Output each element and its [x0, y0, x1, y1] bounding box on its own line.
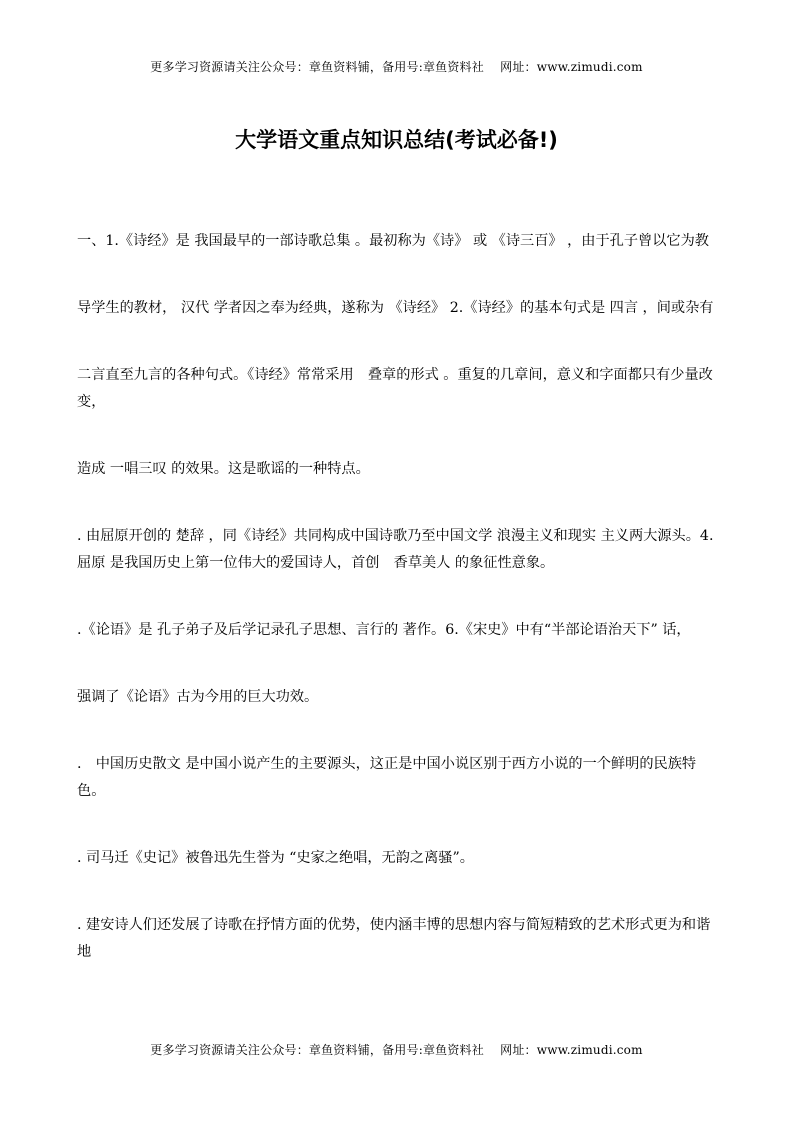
page-footer: 更多学习资源请关注公众号：章鱼资料铺，备用号:章鱼资料社 网址：www.zimudi.com — [150, 1043, 643, 1057]
paragraph-6: .《论语》是 孔子弟子及后学记录孔子思想、言行的 著作。6.《宋史》中有“半部论语治天下” 话， — [77, 622, 691, 638]
page-header: 更多学习资源请关注公众号：章鱼资料铺，备用号:章鱼资料社 网址：www.zimudi.com — [150, 60, 643, 74]
paragraph-2: 导学生的教材， 汉代 学者因之奉为经典，遂称为 《诗经》 2.《诗经》的基本句式是 四言 ，间或杂有 — [77, 300, 714, 316]
document-title: 大学语文重点知识总结(考试必备!) — [235, 128, 558, 152]
paragraph-4: 造成 一唱三叹 的效果。这是歌谣的一种特点。 — [77, 461, 370, 477]
paragraph-1: 一、1.《诗经》是 我国最早的一部诗歌总集 。最初称为《诗》 或 《诗三百》 ，由于孔子曾以它为教 — [77, 233, 709, 249]
paragraph-9: . 司马迁《史记》被鲁迅先生誉为 “史家之绝唱，无韵之离骚”。 — [77, 850, 474, 866]
paragraph-5: . 由屈原开创的 楚辞 ，同《诗经》共同构成中国诗歌乃至中国文学 浪漫主义和现实 主义两大源头。4. 屈原 是我国历史上第一位伟大的爱国诗人，首创 香草美人 的象征性意象。 — [77, 528, 714, 571]
paragraph-7: 强调了《论语》古为今用的巨大功效。 — [77, 689, 319, 705]
paragraph-8: . 中国历史散文 是中国小说产生的主要源头，这正是中国小说区别于西方小说的一个鲜明的民族特色。 — [77, 756, 697, 799]
document-body — [77, 228, 717, 1006]
paragraph-3: 二言直至九言的各种句式。《诗经》常常采用 叠章的形式 。重复的几章间，意义和字面都只有少量改变， — [77, 367, 713, 410]
paragraph-10: . 建安诗人们还发展了诗歌在抒情方面的优势，使内涵丰博的思想内容与简短精致的艺术形式更为和谐地 — [77, 917, 711, 960]
